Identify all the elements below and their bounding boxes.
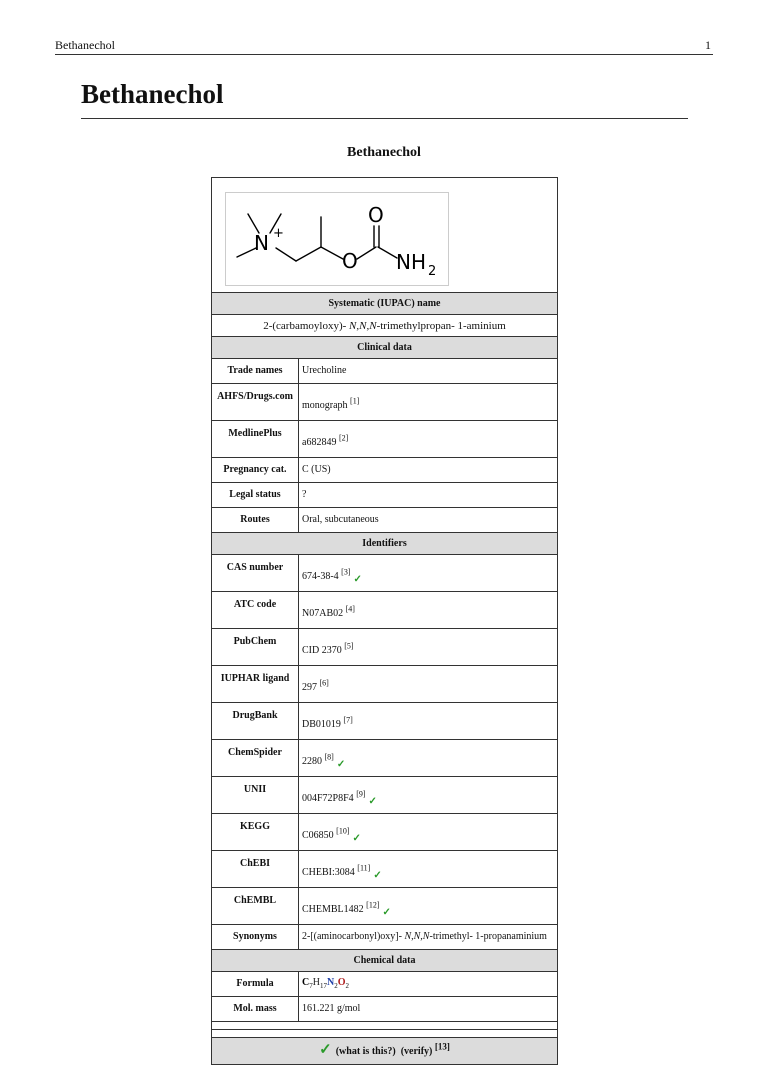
medlineplus-ref[interactable]: [2] (338, 433, 349, 443)
drugbank-label: DrugBank (212, 703, 299, 740)
drugbank-value (299, 703, 558, 740)
chebi-value (299, 851, 558, 888)
amine-subscript-label: 2 (428, 264, 437, 279)
trade-names-label: Trade names (212, 359, 299, 384)
verified-check-icon: ✓ (319, 1042, 332, 1058)
iuphar-label: IUPHAR ligand (212, 666, 299, 703)
clinical-data-header: Clinical data (212, 337, 558, 359)
formula-hydrogen[interactable]: H (312, 976, 320, 988)
formula-carbon-count: 7 (309, 981, 313, 990)
drug-infobox (211, 177, 558, 1065)
spacer-row (212, 1030, 558, 1038)
verify-ref[interactable]: [13] (434, 1041, 450, 1052)
atc-value (299, 592, 558, 629)
formula-label: Formula (212, 972, 299, 997)
verification-footer (212, 1038, 558, 1065)
atc-label: ATC code (212, 592, 299, 629)
unii-label: UNII (212, 777, 299, 814)
chemspider-label: ChemSpider (212, 740, 299, 777)
iuphar-ref[interactable]: [6] (319, 678, 329, 688)
ahfs-ref[interactable]: [1] (350, 396, 360, 406)
synonyms-italic: N,N,N (404, 931, 430, 942)
structure-cell (212, 178, 558, 293)
formula-oxygen[interactable]: O (337, 976, 346, 988)
chebi-verified-check-icon: ✓ (373, 870, 382, 881)
medlineplus-link[interactable]: a682849 (302, 437, 337, 448)
structural-formula-diagram (226, 193, 448, 285)
spacer-row (212, 1022, 558, 1030)
nitrogen-atom-label: N (254, 231, 269, 255)
chemspider-value (299, 740, 558, 777)
kegg-label: KEGG (212, 814, 299, 851)
title-divider (81, 118, 688, 119)
infobox-caption: Bethanechol (347, 145, 421, 160)
kegg-link[interactable]: C06850 (302, 830, 334, 841)
atc-link[interactable]: N07AB02 (302, 608, 344, 619)
iupac-name-prefix: 2-(carbamoyloxy)- (263, 319, 350, 332)
chemspider-link[interactable]: 2280 (302, 756, 322, 767)
chembl-ref[interactable]: [12] (366, 900, 380, 910)
medlineplus-label: MedlinePlus (212, 421, 299, 458)
formula-nitrogen-count: 2 (334, 981, 338, 990)
atc-ref[interactable]: [4] (345, 604, 355, 614)
verify-link[interactable]: (verify) (400, 1046, 433, 1057)
unii-verified-check-icon: ✓ (368, 796, 377, 807)
iupac-header: Systematic (IUPAC) name (212, 293, 558, 315)
chebi-ref[interactable]: [11] (357, 863, 371, 873)
unii-value (299, 777, 558, 814)
running-header (55, 38, 713, 55)
medlineplus-value (299, 421, 558, 458)
ester-oxygen-label: O (342, 249, 358, 273)
chemspider-verified-check-icon: ✓ (336, 759, 346, 770)
chembl-value (299, 888, 558, 925)
kegg-value (299, 814, 558, 851)
ahfs-label: AHFS/Drugs.com (212, 384, 299, 421)
page-number: 1 (705, 38, 711, 52)
formula-value (299, 972, 558, 997)
cas-ref[interactable]: [3] (341, 567, 351, 577)
drugbank-ref[interactable]: [7] (343, 715, 353, 725)
chebi-link[interactable]: CHEBI:3084 (302, 867, 355, 878)
cas-label: CAS number (212, 555, 299, 592)
cas-link[interactable]: 674-38-4 (302, 571, 339, 582)
chemspider-ref[interactable]: [8] (324, 752, 334, 762)
kegg-verified-check-icon: ✓ (352, 833, 361, 844)
legal-status-value: ? (299, 483, 558, 508)
identifiers-header: Identifiers (212, 533, 558, 555)
mol-mass-label: Mol. mass (212, 997, 299, 1022)
iuphar-link[interactable]: 297 (302, 682, 317, 693)
synonyms-label: Synonyms (212, 925, 299, 950)
pubchem-ref[interactable]: [5] (344, 641, 354, 651)
kegg-ref[interactable]: [10] (336, 826, 350, 836)
running-title: Bethanechol (55, 38, 115, 52)
unii-link[interactable]: 004F72P8F4 (302, 793, 354, 804)
routes-value: Oral, subcutaneous (299, 508, 558, 533)
pregnancy-label: Pregnancy cat. (212, 458, 299, 483)
formula-oxygen-count: 2 (345, 981, 349, 990)
ahfs-link[interactable]: monograph (302, 400, 348, 411)
formula-carbon[interactable]: C (302, 976, 310, 988)
iupac-name-italic: N,N,N (349, 319, 377, 332)
structure-image[interactable] (225, 192, 449, 286)
amine-group-label: NH (396, 250, 426, 274)
formula-hydrogen-count: 17 (319, 981, 327, 990)
unii-ref[interactable]: [9] (356, 789, 366, 799)
iuphar-value (299, 666, 558, 703)
chemical-data-header: Chemical data (212, 950, 558, 972)
ahfs-value (299, 384, 558, 421)
cas-value (299, 555, 558, 592)
drugbank-link[interactable]: DB01019 (302, 719, 341, 730)
chembl-link[interactable]: CHEMBL1482 (302, 904, 364, 915)
iupac-name (212, 315, 558, 337)
iupac-name-suffix: -trimethylpropan- 1-aminium (376, 319, 506, 332)
positive-charge-label: + (273, 226, 284, 241)
synonyms-prefix: 2-[(aminocarbonyl)oxy]- (302, 931, 405, 942)
chembl-verified-check-icon: ✓ (382, 907, 391, 918)
pubchem-link[interactable]: CID 2370 (302, 645, 342, 656)
cas-verified-check-icon: ✓ (353, 574, 362, 585)
pubchem-value (299, 629, 558, 666)
synonyms-suffix: -trimethyl- 1-propanaminium (429, 931, 547, 942)
mol-mass-value: 161.221 g/mol (299, 997, 558, 1022)
routes-label: Routes (212, 508, 299, 533)
chembl-label: ChEMBL (212, 888, 299, 925)
chebi-label: ChEBI (212, 851, 299, 888)
legal-status-label: Legal status (212, 483, 299, 508)
pregnancy-value: C (US) (299, 458, 558, 483)
formula-nitrogen[interactable]: N (326, 976, 335, 988)
pubchem-label: PubChem (212, 629, 299, 666)
synonyms-value (299, 925, 558, 950)
carbonyl-oxygen-label: O (368, 203, 384, 227)
what-is-this-link[interactable]: (what is this?) (335, 1046, 396, 1057)
page-title: Bethanechol (81, 79, 224, 109)
trade-names-value: Urecholine (299, 359, 558, 384)
